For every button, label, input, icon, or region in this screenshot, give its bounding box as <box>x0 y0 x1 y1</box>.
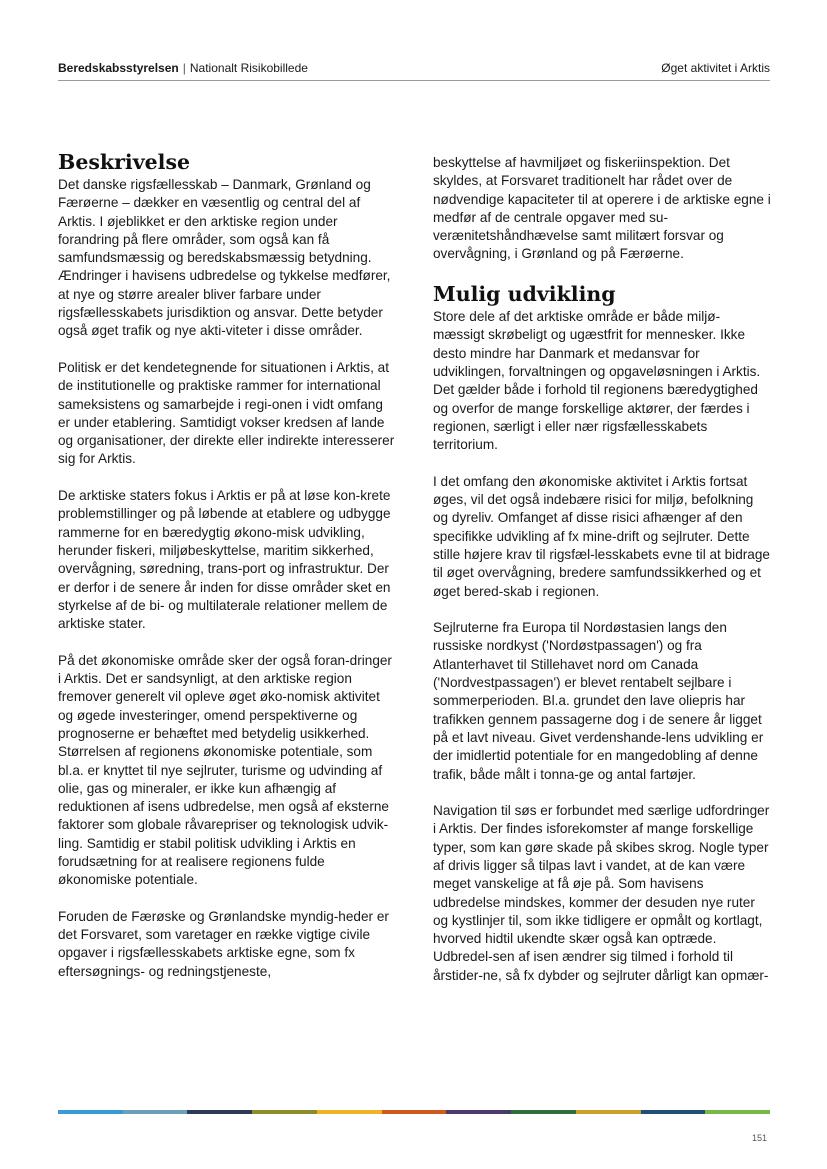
paragraph: Sejlruterne fra Europa til Nordøstasien langs den russiske nordkyst ('Nordøstpassagen') og fra Atlanterhavet til Stillehavet nord om Canada ('Nordvestpassagen') er blevet rentabelt sejlbare i sommerperioden. Bl.a. grundet den lave oliepris har trafikken gennem passagerne dog i de senere år ligget på et lavt niveau. Givet verdenshande-lens udvikling er der imidlertid potentiale for en mangedobling af denne trafik, både målt i tonna-ge og antal fartøjer. <box>433 620 764 782</box>
section-heading-mulig-udvikling: Mulig udvikling <box>433 282 616 307</box>
stripe-segment <box>123 1110 188 1114</box>
stripe-segment <box>382 1110 447 1114</box>
paragraph: Foruden de Færøske og Grønlandske myndig-heder er det Forsvaret, som varetager en række vigtige civile opgaver i rigsfællesskabets arktiske egne, som fx eftersøgnings- og redningstjeneste, <box>58 908 389 979</box>
paragraph: Politisk er det kendetegnende for situationen i Arktis, at de institutionelle og praktiske rammer for international sameksistens og samarbejde i regi-onen i vidt omfang er under etablering. Samtidigt vokser kredsen af lande og organisationer, der direkte eller indirekte interesserer sig for Arktis. <box>58 359 395 467</box>
left-column <box>58 150 396 999</box>
page-number: 151 <box>751 1133 767 1143</box>
stripe-segment <box>705 1110 770 1114</box>
stripe-segment <box>58 1110 123 1114</box>
paragraph: På det økonomiske område sker der også foran-dringer i Arktis. Det er sandsynligt, at den arktiske region fremover generelt vil opleve øget øko-nomisk aktivitet og øgede investeringer, omend perspektiverne og prognoserne er behæftet med betydelig usikkerhed. Størrelsen af regionens økonomiske potentiale, som bl.a. er knyttet til nye sejlruter, turisme og udvinding af olie, gas og mineraler, er ikke kun afhængig af reduktionen af isens udbredelse, men også af eksterne faktorer som globale råvarepriser og teknologisk udvik-ling. Samtidig er stabil politisk udvikling i Arktis en forudsætning for at realisere regionens fulde økonomiske potentiale. <box>58 652 392 888</box>
header-divider <box>58 80 770 81</box>
paragraph: I det omfang den økonomiske aktivitet i Arktis fortsat øges, vil det også indebære risici for miljø, befolkning og dyreliv. Omfanget af disse risici afhænger af den specifikke udvikling af fx mine-drift og sejlruter. Dette stille højere krav til rigsfæl-lesskabets evne til at bidrage til øget overvågning, bredere samfundssikkerhed og et øget bered-skab i regionen. <box>433 473 770 599</box>
header-doc-title: Nationalt Risikobillede <box>189 61 308 75</box>
header-section-title: Øget aktivitet i Arktis <box>661 61 770 75</box>
paragraph: De arktiske staters fokus i Arktis er på at løse kon-krete problemstillinger og på løbende at etablere og udbygge rammerne for en bæredygtig økono-misk udvikling, herunder fiskeri, miljøbeskyttelse, maritim sikkerhed, overvågning, søredning, trans-port og infrastruktur. Der er derfor i de senere år inden for disse områder sket en styrkelse af de bi- og multilaterale relationer mellem de arktiske stater. <box>58 488 391 632</box>
right-column <box>433 154 771 1003</box>
stripe-segment <box>446 1110 511 1114</box>
paragraph: Det danske rigsfællesskab – Danmark, Grønland og Færøerne – dækker en væsentlig og central del af Arktis. I øjeblikket er den arktiske region under forandring på flere områder, som også kan få samfundsmæssig og beredskabsmæssig betydning. Ændringer i havisens udbredelse og tykkelse medfører, at nye og større arealer bliver farbare under rigsfællesskabets jurisdiktion og ansvar. Dette betyder også øget trafik og nye akti-viteter i disse områder. <box>58 177 391 339</box>
stripe-segment <box>187 1110 252 1114</box>
paragraph: beskyttelse af havmiljøet og fiskeriinspektion. Det skyldes, at Forsvaret traditionelt har rådet over de nødvendige kapaciteter til at operere i de arktiske egne i medfør af de centrale opgaver med su-verænitetshåndhævelse samt militært forsvar og overvågning, i Grønland og på Færøerne. <box>433 155 771 262</box>
footer-color-stripe <box>58 1110 770 1114</box>
paragraph: Store dele af det arktiske område er både miljø-mæssigt skrøbeligt og ugæstfrit for mennesker. Ikke desto mindre har Danmark et medansvar for udviklingen, forvaltningen og opgaveløsningen i Arktis. Det gælder både i forhold til regionens bæredygtighed og overfor de mange forskellige aktører, der færdes i regionen, særligt i eller nær rigsfællesskabets territorium. <box>433 309 761 453</box>
stripe-segment <box>511 1110 576 1114</box>
page-header <box>58 61 770 75</box>
stripe-segment <box>576 1110 641 1114</box>
section-heading-beskrivelse: Beskrivelse <box>58 150 191 174</box>
header-separator: | <box>182 61 186 75</box>
stripe-segment <box>641 1110 706 1114</box>
header-org: Beredskabsstyrelsen <box>58 61 179 75</box>
stripe-segment <box>252 1110 317 1114</box>
stripe-segment <box>317 1110 382 1114</box>
paragraph: Navigation til søs er forbundet med særlige udfordringer i Arktis. Der findes isforekomster af mange forskellige typer, som kan gøre skade på skibes skrog. Nogle typer af drivis ligger så tilpas lavt i vandet, at de kan være meget vanskelige at få øje på. Som havisens udbredelse mindskes, kommer der desuden nye ruter og kystlinjer til, som ikke tidligere er opmålt og kortlagt, hvorved hidtil ukendte skær også kan optræde. Udbredel-sen af isen ændrer sig tilmed i forhold til årstider-ne, så fx dybder og sejlruter dårligt kan opmær- <box>433 803 770 983</box>
header-left <box>58 61 308 75</box>
